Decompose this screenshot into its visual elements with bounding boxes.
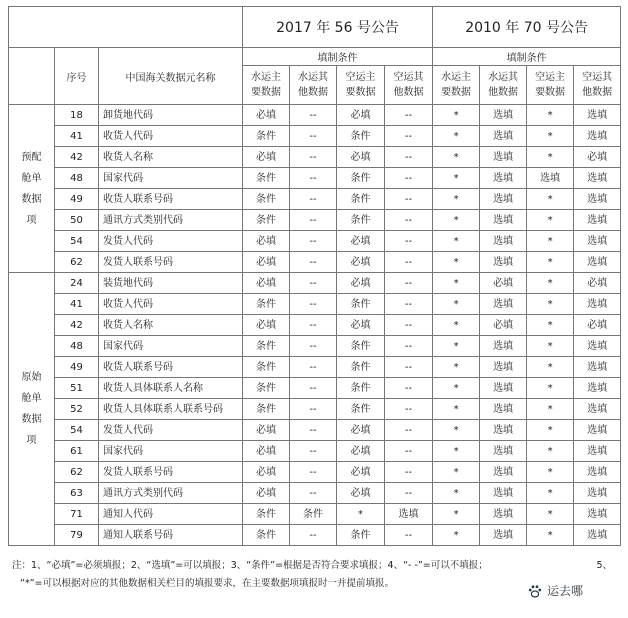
element-name-cell: 卸货地代码 xyxy=(99,105,243,126)
requirement-cell-2017: 必填 xyxy=(243,441,290,462)
element-name-cell: 装货地代码 xyxy=(99,273,243,294)
requirement-cell-2010: 选填 xyxy=(574,126,621,147)
requirement-cell-2010: 选填 xyxy=(480,189,527,210)
requirement-cell-2010: * xyxy=(433,378,480,399)
requirement-cell-2017: 条件 xyxy=(337,168,385,189)
requirement-cell-2017: 条件 xyxy=(243,189,290,210)
requirement-cell-2010: 选填 xyxy=(574,399,621,420)
requirement-cell-2010: 必填 xyxy=(480,315,527,336)
requirement-cell-2010: * xyxy=(527,105,574,126)
requirement-cell-2010: 选填 xyxy=(574,504,621,525)
comparison-table xyxy=(8,6,621,546)
requirement-cell-2010: * xyxy=(527,378,574,399)
column-header-line: 要数据 xyxy=(251,87,282,98)
footnote xyxy=(12,557,612,593)
requirement-cell-2017: 条件 xyxy=(243,294,290,315)
requirement-cell-2010: 选填 xyxy=(480,420,527,441)
column-header-line: 要数据 xyxy=(535,87,566,98)
requirement-cell-2017: -- xyxy=(385,273,433,294)
blank-header-cell xyxy=(9,7,243,48)
requirement-cell-2017: -- xyxy=(385,252,433,273)
requirement-cell-2010: * xyxy=(527,357,574,378)
group-label-line: 舱单 xyxy=(21,172,42,184)
requirement-cell-2017: 必填 xyxy=(337,441,385,462)
table-row xyxy=(9,126,621,147)
group-label-line: 预配 xyxy=(21,151,42,163)
requirement-cell-2017: 条件 xyxy=(337,294,385,315)
requirement-cell-2010: 选填 xyxy=(574,336,621,357)
name-header: 中国海关数据元名称 xyxy=(99,48,243,105)
requirement-cell-2010: * xyxy=(433,231,480,252)
seq-cell: 52 xyxy=(55,399,99,420)
requirement-cell-2010: * xyxy=(433,357,480,378)
table-row xyxy=(9,336,621,357)
table-row xyxy=(9,504,621,525)
requirement-cell-2017: -- xyxy=(290,189,337,210)
requirement-cell-2017: -- xyxy=(385,420,433,441)
column-header-2017-1 xyxy=(243,66,290,105)
requirement-cell-2017: -- xyxy=(385,210,433,231)
seq-cell: 48 xyxy=(55,336,99,357)
requirement-cell-2017: -- xyxy=(290,273,337,294)
requirement-cell-2010: * xyxy=(527,273,574,294)
requirement-cell-2017: -- xyxy=(290,462,337,483)
requirement-cell-2010: * xyxy=(433,105,480,126)
requirement-cell-2017: -- xyxy=(385,357,433,378)
requirement-cell-2010: 选填 xyxy=(480,252,527,273)
requirement-cell-2017: -- xyxy=(290,294,337,315)
requirement-cell-2017: -- xyxy=(290,252,337,273)
requirement-cell-2010: 选填 xyxy=(480,147,527,168)
column-header-2017-2 xyxy=(290,66,337,105)
column-header-2010-3 xyxy=(527,66,574,105)
column-header-line: 他数据 xyxy=(488,87,519,98)
seq-cell: 48 xyxy=(55,168,99,189)
requirement-cell-2017: 条件 xyxy=(243,126,290,147)
requirement-cell-2017: -- xyxy=(290,336,337,357)
requirement-cell-2010: * xyxy=(527,147,574,168)
table-row xyxy=(9,294,621,315)
table-row xyxy=(9,147,621,168)
element-name-cell: 发货人代码 xyxy=(99,231,243,252)
requirement-cell-2017: -- xyxy=(385,315,433,336)
requirement-cell-2017: -- xyxy=(385,189,433,210)
requirement-cell-2010: 选填 xyxy=(480,525,527,546)
requirement-cell-2010: * xyxy=(527,252,574,273)
element-name-cell: 收货人联系号码 xyxy=(99,357,243,378)
table-row xyxy=(9,168,621,189)
requirement-cell-2010: 选填 xyxy=(480,105,527,126)
requirement-cell-2017: 必填 xyxy=(337,147,385,168)
element-name-cell: 收货人具体联系人联系号码 xyxy=(99,399,243,420)
requirement-cell-2017: 必填 xyxy=(337,420,385,441)
element-name-cell: 通知人联系号码 xyxy=(99,525,243,546)
requirement-cell-2010: 选填 xyxy=(574,231,621,252)
requirement-cell-2010: * xyxy=(527,336,574,357)
requirement-cell-2010: * xyxy=(433,399,480,420)
requirement-cell-2010: 必填 xyxy=(480,273,527,294)
column-header-2017-4 xyxy=(385,66,433,105)
seq-cell: 49 xyxy=(55,189,99,210)
requirement-cell-2010: 选填 xyxy=(574,168,621,189)
column-header-line: 水运主 xyxy=(251,72,282,83)
requirement-cell-2010: 选填 xyxy=(480,168,527,189)
requirement-cell-2010: 选填 xyxy=(480,357,527,378)
watermark-text: 运去哪 xyxy=(547,584,584,598)
requirement-cell-2017: -- xyxy=(290,210,337,231)
table-row xyxy=(9,105,621,126)
header-2017: 2017 年 56 号公告 xyxy=(243,7,433,48)
table-row xyxy=(9,357,621,378)
group-label-line: 数据 xyxy=(21,414,42,425)
column-header-line: 要数据 xyxy=(441,87,472,98)
requirement-cell-2010: 选填 xyxy=(527,168,574,189)
group-label-line: 舱单 xyxy=(21,393,42,404)
requirement-cell-2010: 选填 xyxy=(574,189,621,210)
requirement-cell-2010: * xyxy=(433,189,480,210)
table-row xyxy=(9,252,621,273)
element-name-cell: 收货人名称 xyxy=(99,147,243,168)
requirement-cell-2017: 必填 xyxy=(243,315,290,336)
group-label-line: 原始 xyxy=(21,372,42,383)
requirement-cell-2010: * xyxy=(527,189,574,210)
seq-cell: 42 xyxy=(55,147,99,168)
requirement-cell-2010: * xyxy=(433,462,480,483)
column-header-line: 水运主 xyxy=(441,72,472,83)
element-name-cell: 国家代码 xyxy=(99,168,243,189)
element-name-cell: 收货人具体联系人名称 xyxy=(99,378,243,399)
group-label xyxy=(9,273,55,546)
requirement-cell-2010: 选填 xyxy=(574,210,621,231)
requirement-cell-2010: * xyxy=(527,126,574,147)
requirement-cell-2010: * xyxy=(527,525,574,546)
seq-cell: 18 xyxy=(55,105,99,126)
requirement-cell-2010: 选填 xyxy=(480,462,527,483)
element-name-cell: 收货人名称 xyxy=(99,315,243,336)
requirement-cell-2017: * xyxy=(337,504,385,525)
table-row xyxy=(9,231,621,252)
column-header-line: 他数据 xyxy=(298,87,329,98)
requirement-cell-2010: 选填 xyxy=(574,294,621,315)
requirement-cell-2010: 选填 xyxy=(480,336,527,357)
requirement-cell-2017: 条件 xyxy=(337,189,385,210)
element-name-cell: 收货人代码 xyxy=(99,126,243,147)
requirement-cell-2010: * xyxy=(433,420,480,441)
requirement-cell-2017: -- xyxy=(385,126,433,147)
column-header-2010-2 xyxy=(480,66,527,105)
requirement-cell-2017: 条件 xyxy=(337,126,385,147)
requirement-cell-2017: -- xyxy=(385,441,433,462)
element-name-cell: 收货人联系号码 xyxy=(99,189,243,210)
requirement-cell-2017: -- xyxy=(385,105,433,126)
group-label-line: 项 xyxy=(26,435,37,446)
requirement-cell-2010: * xyxy=(433,294,480,315)
requirement-cell-2010: * xyxy=(527,399,574,420)
element-name-cell: 发货人联系号码 xyxy=(99,462,243,483)
seq-cell: 62 xyxy=(55,252,99,273)
requirement-cell-2017: 条件 xyxy=(337,336,385,357)
requirement-cell-2010: 选填 xyxy=(480,504,527,525)
table-row xyxy=(9,315,621,336)
requirement-cell-2017: -- xyxy=(385,483,433,504)
fill-condition-2017: 填制条件 xyxy=(243,48,433,66)
requirement-cell-2010: * xyxy=(527,483,574,504)
requirement-cell-2010: * xyxy=(527,231,574,252)
requirement-cell-2010: 选填 xyxy=(480,441,527,462)
seq-cell: 54 xyxy=(55,420,99,441)
requirement-cell-2010: 选填 xyxy=(574,441,621,462)
requirement-cell-2010: 选填 xyxy=(574,525,621,546)
footnote-line-1: 注：1、“必填”=必须填报；2、“选填”=可以填报；3、“条件”=根据是否符合要求填报；4、“- -”=可以不填报； xyxy=(12,560,488,571)
requirement-cell-2017: 条件 xyxy=(337,399,385,420)
requirement-cell-2017: 条件 xyxy=(243,357,290,378)
seq-cell: 50 xyxy=(55,210,99,231)
requirement-cell-2010: 选填 xyxy=(574,378,621,399)
seq-cell: 71 xyxy=(55,504,99,525)
paw-icon xyxy=(527,583,543,599)
requirement-cell-2010: * xyxy=(527,462,574,483)
table-row xyxy=(9,420,621,441)
requirement-cell-2017: 必填 xyxy=(243,420,290,441)
footnote-line-1-end: 5、 xyxy=(596,560,612,571)
watermark xyxy=(527,582,583,599)
requirement-cell-2017: -- xyxy=(290,126,337,147)
requirement-cell-2017: 条件 xyxy=(243,336,290,357)
requirement-cell-2017: -- xyxy=(385,378,433,399)
column-header-line: 他数据 xyxy=(393,87,424,98)
requirement-cell-2010: * xyxy=(527,441,574,462)
requirement-cell-2017: -- xyxy=(290,147,337,168)
requirement-cell-2017: -- xyxy=(290,525,337,546)
seq-cell: 42 xyxy=(55,315,99,336)
requirement-cell-2017: -- xyxy=(290,105,337,126)
requirement-cell-2017: 条件 xyxy=(337,357,385,378)
requirement-cell-2010: 选填 xyxy=(574,420,621,441)
footnote-line-2: “*”=可以根据对应的其他数据相关栏目的填报要求，在主要数据项填报时一并提前填报。 xyxy=(20,578,395,589)
column-header-2017-3 xyxy=(337,66,385,105)
group-label-line: 项 xyxy=(26,214,37,226)
requirement-cell-2017: 必填 xyxy=(243,462,290,483)
requirement-cell-2010: 必填 xyxy=(574,273,621,294)
requirement-cell-2017: 条件 xyxy=(243,525,290,546)
requirement-cell-2010: * xyxy=(433,483,480,504)
table-row xyxy=(9,462,621,483)
element-name-cell: 国家代码 xyxy=(99,441,243,462)
requirement-cell-2017: 条件 xyxy=(243,378,290,399)
requirement-cell-2017: -- xyxy=(290,231,337,252)
requirement-cell-2017: 选填 xyxy=(385,504,433,525)
requirement-cell-2017: 必填 xyxy=(243,147,290,168)
table-row xyxy=(9,441,621,462)
requirement-cell-2017: -- xyxy=(290,399,337,420)
requirement-cell-2010: * xyxy=(433,336,480,357)
requirement-cell-2017: 必填 xyxy=(337,462,385,483)
seq-header: 序号 xyxy=(55,48,99,105)
requirement-cell-2017: 必填 xyxy=(243,252,290,273)
requirement-cell-2017: 必填 xyxy=(337,252,385,273)
element-name-cell: 发货人代码 xyxy=(99,420,243,441)
seq-cell: 49 xyxy=(55,357,99,378)
element-name-cell: 通讯方式类别代码 xyxy=(99,483,243,504)
requirement-cell-2017: -- xyxy=(385,147,433,168)
seq-cell: 41 xyxy=(55,294,99,315)
column-header-line: 空运主 xyxy=(345,72,376,83)
seq-cell: 79 xyxy=(55,525,99,546)
requirement-cell-2010: * xyxy=(433,525,480,546)
seq-cell: 51 xyxy=(55,378,99,399)
requirement-cell-2010: * xyxy=(527,210,574,231)
requirement-cell-2017: -- xyxy=(385,336,433,357)
requirement-cell-2017: -- xyxy=(290,483,337,504)
requirement-cell-2010: 选填 xyxy=(480,210,527,231)
header-2010: 2010 年 70 号公告 xyxy=(433,7,621,48)
column-header-line: 他数据 xyxy=(582,87,613,98)
column-header-line: 要数据 xyxy=(345,87,376,98)
requirement-cell-2010: 选填 xyxy=(574,483,621,504)
requirement-cell-2010: 选填 xyxy=(480,399,527,420)
element-name-cell: 国家代码 xyxy=(99,336,243,357)
requirement-cell-2010: * xyxy=(433,504,480,525)
fill-condition-2010: 填制条件 xyxy=(433,48,621,66)
requirement-cell-2010: * xyxy=(433,252,480,273)
requirement-cell-2017: 必填 xyxy=(337,273,385,294)
requirement-cell-2017: 必填 xyxy=(337,483,385,504)
requirement-cell-2010: * xyxy=(433,315,480,336)
requirement-cell-2010: * xyxy=(527,420,574,441)
requirement-cell-2010: 选填 xyxy=(480,483,527,504)
requirement-cell-2017: 必填 xyxy=(243,483,290,504)
requirement-cell-2017: 条件 xyxy=(243,210,290,231)
requirement-cell-2010: 选填 xyxy=(574,357,621,378)
column-header-2010-4 xyxy=(574,66,621,105)
requirement-cell-2010: 选填 xyxy=(480,231,527,252)
requirement-cell-2017: 条件 xyxy=(337,210,385,231)
table-row xyxy=(9,189,621,210)
requirement-cell-2010: 必填 xyxy=(574,147,621,168)
requirement-cell-2017: -- xyxy=(385,294,433,315)
requirement-cell-2010: 必填 xyxy=(574,315,621,336)
requirement-cell-2010: * xyxy=(527,294,574,315)
column-header-line: 空运其 xyxy=(393,72,424,83)
table-row xyxy=(9,378,621,399)
requirement-cell-2017: -- xyxy=(290,168,337,189)
requirement-cell-2010: 选填 xyxy=(480,294,527,315)
requirement-cell-2017: 必填 xyxy=(243,273,290,294)
requirement-cell-2017: -- xyxy=(385,399,433,420)
table-row xyxy=(9,210,621,231)
table-row xyxy=(9,525,621,546)
seq-cell: 63 xyxy=(55,483,99,504)
seq-cell: 62 xyxy=(55,462,99,483)
requirement-cell-2017: 必填 xyxy=(337,315,385,336)
requirement-cell-2017: 条件 xyxy=(290,504,337,525)
column-header-line: 空运主 xyxy=(535,72,566,83)
group-label-line: 数据 xyxy=(21,193,42,205)
requirement-cell-2010: * xyxy=(527,315,574,336)
requirement-cell-2017: 必填 xyxy=(337,105,385,126)
seq-cell: 41 xyxy=(55,126,99,147)
requirement-cell-2017: -- xyxy=(290,420,337,441)
element-name-cell: 通讯方式类别代码 xyxy=(99,210,243,231)
seq-cell: 54 xyxy=(55,231,99,252)
requirement-cell-2017: -- xyxy=(290,315,337,336)
table-row xyxy=(9,399,621,420)
requirement-cell-2010: * xyxy=(433,147,480,168)
column-header-line: 水运其 xyxy=(488,72,519,83)
requirement-cell-2017: 条件 xyxy=(243,168,290,189)
element-name-cell: 通知人代码 xyxy=(99,504,243,525)
element-name-cell: 收货人代码 xyxy=(99,294,243,315)
requirement-cell-2010: * xyxy=(433,126,480,147)
seq-cell: 61 xyxy=(55,441,99,462)
column-header-line: 空运其 xyxy=(582,72,613,83)
element-name-cell: 发货人联系号码 xyxy=(99,252,243,273)
requirement-cell-2010: 选填 xyxy=(480,126,527,147)
requirement-cell-2017: 条件 xyxy=(243,399,290,420)
requirement-cell-2017: 条件 xyxy=(337,378,385,399)
requirement-cell-2010: * xyxy=(527,504,574,525)
requirement-cell-2017: -- xyxy=(290,357,337,378)
requirement-cell-2010: * xyxy=(433,273,480,294)
requirement-cell-2017: -- xyxy=(385,168,433,189)
requirement-cell-2017: 条件 xyxy=(337,525,385,546)
requirement-cell-2010: * xyxy=(433,441,480,462)
requirement-cell-2017: 条件 xyxy=(243,504,290,525)
requirement-cell-2010: 选填 xyxy=(574,462,621,483)
requirement-cell-2017: -- xyxy=(385,462,433,483)
requirement-cell-2017: -- xyxy=(290,378,337,399)
requirement-cell-2010: * xyxy=(433,210,480,231)
table-row xyxy=(9,483,621,504)
requirement-cell-2017: 必填 xyxy=(243,231,290,252)
requirement-cell-2017: 必填 xyxy=(337,231,385,252)
seq-cell: 24 xyxy=(55,273,99,294)
requirement-cell-2010: 选填 xyxy=(574,252,621,273)
column-header-line: 水运其 xyxy=(298,72,329,83)
requirement-cell-2010: 选填 xyxy=(574,105,621,126)
requirement-cell-2010: * xyxy=(433,168,480,189)
requirement-cell-2017: -- xyxy=(385,231,433,252)
group-label xyxy=(9,105,55,273)
column-header-2010-1 xyxy=(433,66,480,105)
table-row xyxy=(9,273,621,294)
requirement-cell-2017: -- xyxy=(385,525,433,546)
requirement-cell-2017: 必填 xyxy=(243,105,290,126)
requirement-cell-2017: -- xyxy=(290,441,337,462)
group-header-cell xyxy=(9,48,55,105)
requirement-cell-2010: 选填 xyxy=(480,378,527,399)
